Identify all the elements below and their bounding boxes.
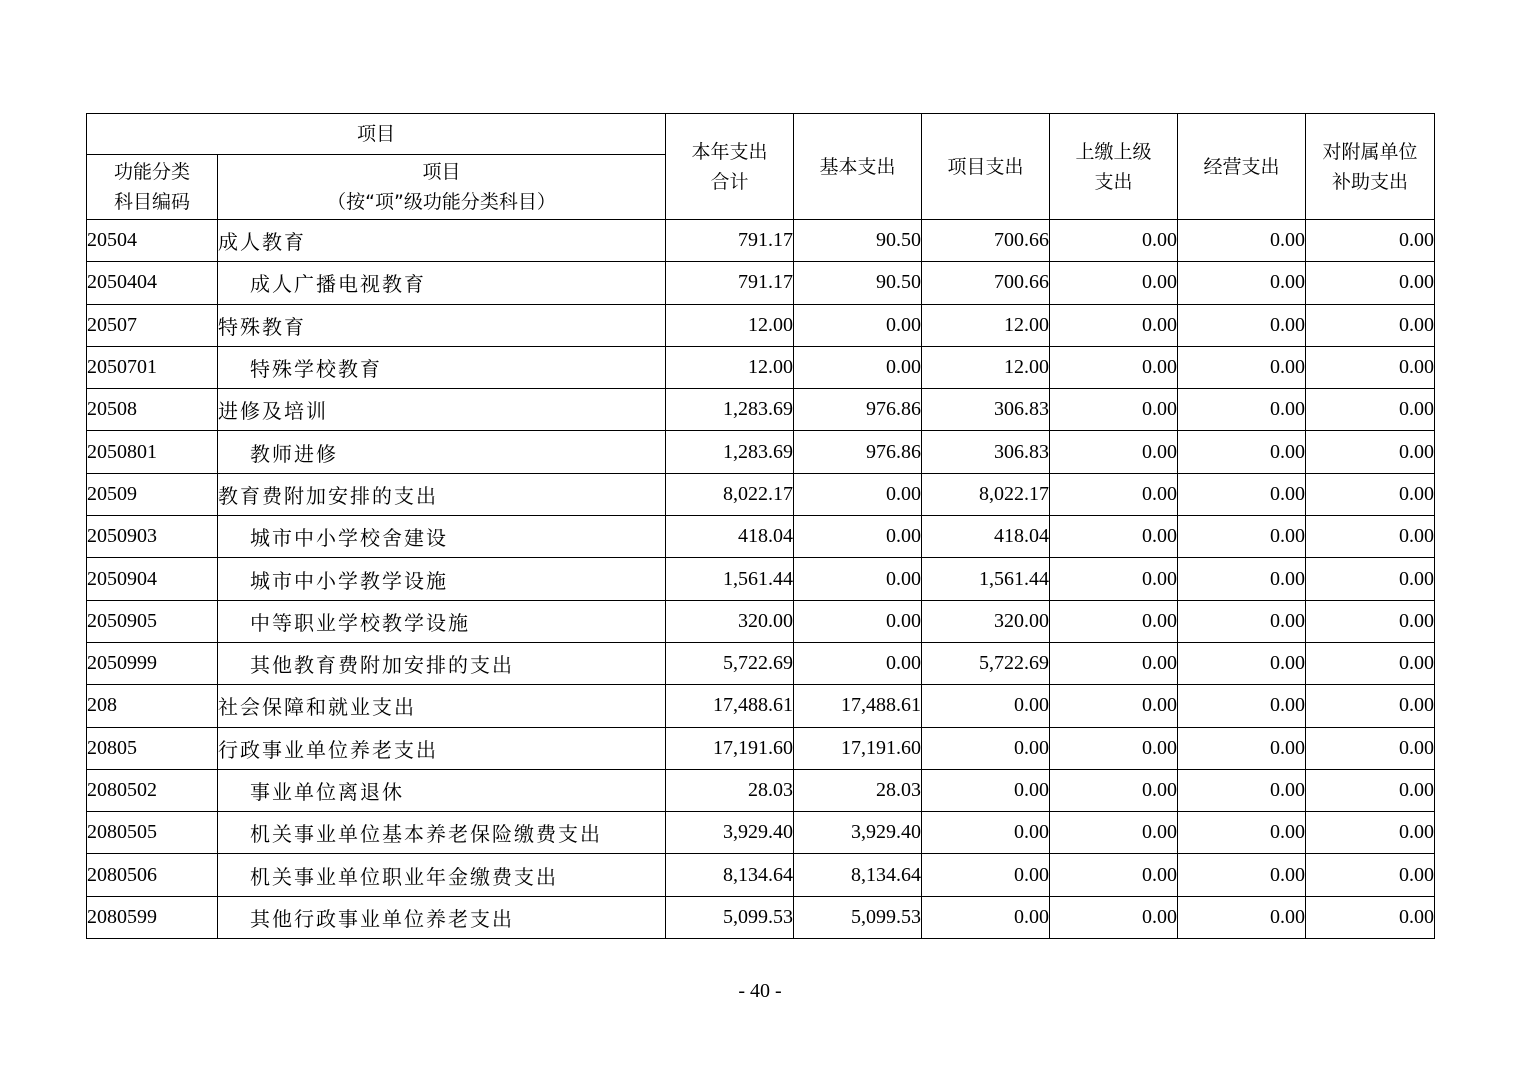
cell-basic: 17,191.60 xyxy=(794,727,922,769)
cell-project: 0.00 xyxy=(922,854,1050,896)
cell-basic: 0.00 xyxy=(794,558,922,600)
table-row xyxy=(87,389,1435,431)
table-row xyxy=(87,896,1435,938)
expenditure-table xyxy=(86,113,1435,939)
table-body xyxy=(87,220,1435,939)
cell-upper: 0.00 xyxy=(1050,685,1178,727)
cell-project: 0.00 xyxy=(922,769,1050,811)
cell-upper: 0.00 xyxy=(1050,389,1178,431)
cell-business: 0.00 xyxy=(1178,516,1306,558)
header-code-line1: 功能分类 xyxy=(113,161,190,183)
cell-business: 0.00 xyxy=(1178,431,1306,473)
cell-project: 12.00 xyxy=(922,304,1050,346)
cell-business: 0.00 xyxy=(1178,642,1306,684)
cell-subsidy: 0.00 xyxy=(1306,473,1435,515)
cell-total: 5,099.53 xyxy=(666,896,794,938)
cell-name: 事业单位离退休 xyxy=(218,769,666,811)
cell-code: 2080505 xyxy=(87,812,218,854)
cell-subsidy: 0.00 xyxy=(1306,685,1435,727)
header-total-line2: 合计 xyxy=(710,170,749,193)
cell-name: 特殊学校教育 xyxy=(218,346,666,388)
header-subsidy xyxy=(1306,114,1435,220)
cell-upper: 0.00 xyxy=(1050,220,1178,262)
cell-total: 8,022.17 xyxy=(666,473,794,515)
cell-business: 0.00 xyxy=(1178,727,1306,769)
table-row xyxy=(87,685,1435,727)
cell-total: 320.00 xyxy=(666,600,794,642)
table-row xyxy=(87,600,1435,642)
cell-project: 418.04 xyxy=(922,516,1050,558)
cell-project: 0.00 xyxy=(922,727,1050,769)
table-row xyxy=(87,812,1435,854)
cell-subsidy: 0.00 xyxy=(1306,558,1435,600)
cell-name: 中等职业学校教学设施 xyxy=(218,600,666,642)
cell-total: 791.17 xyxy=(666,220,794,262)
cell-total: 418.04 xyxy=(666,516,794,558)
header-total xyxy=(666,114,794,220)
cell-subsidy: 0.00 xyxy=(1306,854,1435,896)
cell-basic: 90.50 xyxy=(794,220,922,262)
table-row xyxy=(87,516,1435,558)
cell-total: 1,561.44 xyxy=(666,558,794,600)
cell-project: 0.00 xyxy=(922,896,1050,938)
cell-name: 行政事业单位养老支出 xyxy=(218,727,666,769)
table-row xyxy=(87,727,1435,769)
header-item-line1: 项目 xyxy=(422,161,461,183)
cell-business: 0.00 xyxy=(1178,558,1306,600)
table-row xyxy=(87,346,1435,388)
cell-business: 0.00 xyxy=(1178,346,1306,388)
cell-business: 0.00 xyxy=(1178,685,1306,727)
cell-upper: 0.00 xyxy=(1050,854,1178,896)
cell-upper: 0.00 xyxy=(1050,812,1178,854)
cell-basic: 8,134.64 xyxy=(794,854,922,896)
cell-upper: 0.00 xyxy=(1050,304,1178,346)
cell-code: 2080502 xyxy=(87,769,218,811)
cell-subsidy: 0.00 xyxy=(1306,642,1435,684)
cell-project: 700.66 xyxy=(922,262,1050,304)
table-row xyxy=(87,431,1435,473)
header-item-line2: （按“项”级功能分类科目） xyxy=(327,191,556,213)
cell-subsidy: 0.00 xyxy=(1306,304,1435,346)
cell-upper: 0.00 xyxy=(1050,473,1178,515)
cell-business: 0.00 xyxy=(1178,769,1306,811)
cell-subsidy: 0.00 xyxy=(1306,769,1435,811)
cell-basic: 0.00 xyxy=(794,346,922,388)
header-upper xyxy=(1050,114,1178,220)
cell-basic: 28.03 xyxy=(794,769,922,811)
cell-total: 3,929.40 xyxy=(666,812,794,854)
cell-name: 城市中小学教学设施 xyxy=(218,558,666,600)
cell-name: 成人广播电视教育 xyxy=(218,262,666,304)
cell-business: 0.00 xyxy=(1178,262,1306,304)
cell-upper: 0.00 xyxy=(1050,769,1178,811)
cell-total: 1,283.69 xyxy=(666,389,794,431)
cell-total: 12.00 xyxy=(666,346,794,388)
cell-basic: 5,099.53 xyxy=(794,896,922,938)
header-subsidy-line1: 对附属单位 xyxy=(1322,140,1418,163)
cell-business: 0.00 xyxy=(1178,389,1306,431)
cell-upper: 0.00 xyxy=(1050,642,1178,684)
cell-code: 20507 xyxy=(87,304,218,346)
cell-upper: 0.00 xyxy=(1050,516,1178,558)
table-row xyxy=(87,304,1435,346)
cell-business: 0.00 xyxy=(1178,473,1306,515)
cell-project: 5,722.69 xyxy=(922,642,1050,684)
header-item-group: 项目 xyxy=(87,114,666,155)
cell-business: 0.00 xyxy=(1178,896,1306,938)
table-row xyxy=(87,558,1435,600)
cell-project: 8,022.17 xyxy=(922,473,1050,515)
cell-total: 17,488.61 xyxy=(666,685,794,727)
cell-upper: 0.00 xyxy=(1050,600,1178,642)
cell-project: 12.00 xyxy=(922,346,1050,388)
cell-name: 其他教育费附加安排的支出 xyxy=(218,642,666,684)
cell-basic: 3,929.40 xyxy=(794,812,922,854)
cell-upper: 0.00 xyxy=(1050,262,1178,304)
header-project: 项目支出 xyxy=(922,114,1050,220)
cell-business: 0.00 xyxy=(1178,304,1306,346)
cell-project: 306.83 xyxy=(922,389,1050,431)
table-row xyxy=(87,769,1435,811)
cell-total: 8,134.64 xyxy=(666,854,794,896)
cell-project: 320.00 xyxy=(922,600,1050,642)
cell-basic: 976.86 xyxy=(794,431,922,473)
header-item xyxy=(218,155,666,220)
cell-upper: 0.00 xyxy=(1050,431,1178,473)
cell-basic: 0.00 xyxy=(794,642,922,684)
cell-code: 2050801 xyxy=(87,431,218,473)
budget-table-container xyxy=(86,113,1434,939)
cell-basic: 17,488.61 xyxy=(794,685,922,727)
cell-upper: 0.00 xyxy=(1050,727,1178,769)
cell-code: 20504 xyxy=(87,220,218,262)
cell-basic: 0.00 xyxy=(794,516,922,558)
cell-project: 306.83 xyxy=(922,431,1050,473)
header-upper-line2: 支出 xyxy=(1094,170,1133,193)
cell-code: 2050999 xyxy=(87,642,218,684)
cell-project: 700.66 xyxy=(922,220,1050,262)
cell-subsidy: 0.00 xyxy=(1306,220,1435,262)
cell-name: 机关事业单位基本养老保险缴费支出 xyxy=(218,812,666,854)
cell-code: 2080506 xyxy=(87,854,218,896)
cell-subsidy: 0.00 xyxy=(1306,431,1435,473)
header-code-line2: 科目编码 xyxy=(113,191,190,213)
table-row xyxy=(87,262,1435,304)
table-row xyxy=(87,473,1435,515)
cell-total: 1,283.69 xyxy=(666,431,794,473)
cell-name: 进修及培训 xyxy=(218,389,666,431)
cell-code: 2050404 xyxy=(87,262,218,304)
cell-upper: 0.00 xyxy=(1050,896,1178,938)
cell-code: 2050701 xyxy=(87,346,218,388)
cell-name: 社会保障和就业支出 xyxy=(218,685,666,727)
cell-business: 0.00 xyxy=(1178,220,1306,262)
cell-code: 20509 xyxy=(87,473,218,515)
cell-project: 0.00 xyxy=(922,812,1050,854)
cell-name: 特殊教育 xyxy=(218,304,666,346)
cell-total: 791.17 xyxy=(666,262,794,304)
cell-basic: 0.00 xyxy=(794,473,922,515)
cell-code: 20508 xyxy=(87,389,218,431)
cell-subsidy: 0.00 xyxy=(1306,262,1435,304)
table-row xyxy=(87,642,1435,684)
cell-code: 2050904 xyxy=(87,558,218,600)
cell-project: 1,561.44 xyxy=(922,558,1050,600)
cell-basic: 0.00 xyxy=(794,600,922,642)
header-total-line1: 本年支出 xyxy=(691,140,768,163)
cell-subsidy: 0.00 xyxy=(1306,812,1435,854)
header-basic: 基本支出 xyxy=(794,114,922,220)
cell-name: 其他行政事业单位养老支出 xyxy=(218,896,666,938)
cell-name: 教育费附加安排的支出 xyxy=(218,473,666,515)
cell-subsidy: 0.00 xyxy=(1306,389,1435,431)
cell-subsidy: 0.00 xyxy=(1306,727,1435,769)
header-code xyxy=(87,155,218,220)
cell-code: 20805 xyxy=(87,727,218,769)
table-row xyxy=(87,854,1435,896)
cell-subsidy: 0.00 xyxy=(1306,600,1435,642)
cell-code: 208 xyxy=(87,685,218,727)
cell-code: 2080599 xyxy=(87,896,218,938)
cell-name: 机关事业单位职业年金缴费支出 xyxy=(218,854,666,896)
cell-code: 2050903 xyxy=(87,516,218,558)
cell-business: 0.00 xyxy=(1178,600,1306,642)
cell-basic: 90.50 xyxy=(794,262,922,304)
cell-total: 5,722.69 xyxy=(666,642,794,684)
table-row xyxy=(87,220,1435,262)
cell-name: 成人教育 xyxy=(218,220,666,262)
cell-subsidy: 0.00 xyxy=(1306,516,1435,558)
cell-project: 0.00 xyxy=(922,685,1050,727)
cell-upper: 0.00 xyxy=(1050,346,1178,388)
cell-code: 2050905 xyxy=(87,600,218,642)
cell-name: 城市中小学校舍建设 xyxy=(218,516,666,558)
cell-name: 教师进修 xyxy=(218,431,666,473)
cell-total: 12.00 xyxy=(666,304,794,346)
cell-subsidy: 0.00 xyxy=(1306,896,1435,938)
cell-total: 28.03 xyxy=(666,769,794,811)
cell-basic: 976.86 xyxy=(794,389,922,431)
cell-total: 17,191.60 xyxy=(666,727,794,769)
header-upper-line1: 上缴上级 xyxy=(1075,140,1152,163)
header-business: 经营支出 xyxy=(1178,114,1306,220)
cell-basic: 0.00 xyxy=(794,304,922,346)
page-number: - 40 - xyxy=(738,980,782,1002)
cell-business: 0.00 xyxy=(1178,812,1306,854)
cell-business: 0.00 xyxy=(1178,854,1306,896)
header-subsidy-line2: 补助支出 xyxy=(1332,170,1409,193)
cell-subsidy: 0.00 xyxy=(1306,346,1435,388)
cell-upper: 0.00 xyxy=(1050,558,1178,600)
